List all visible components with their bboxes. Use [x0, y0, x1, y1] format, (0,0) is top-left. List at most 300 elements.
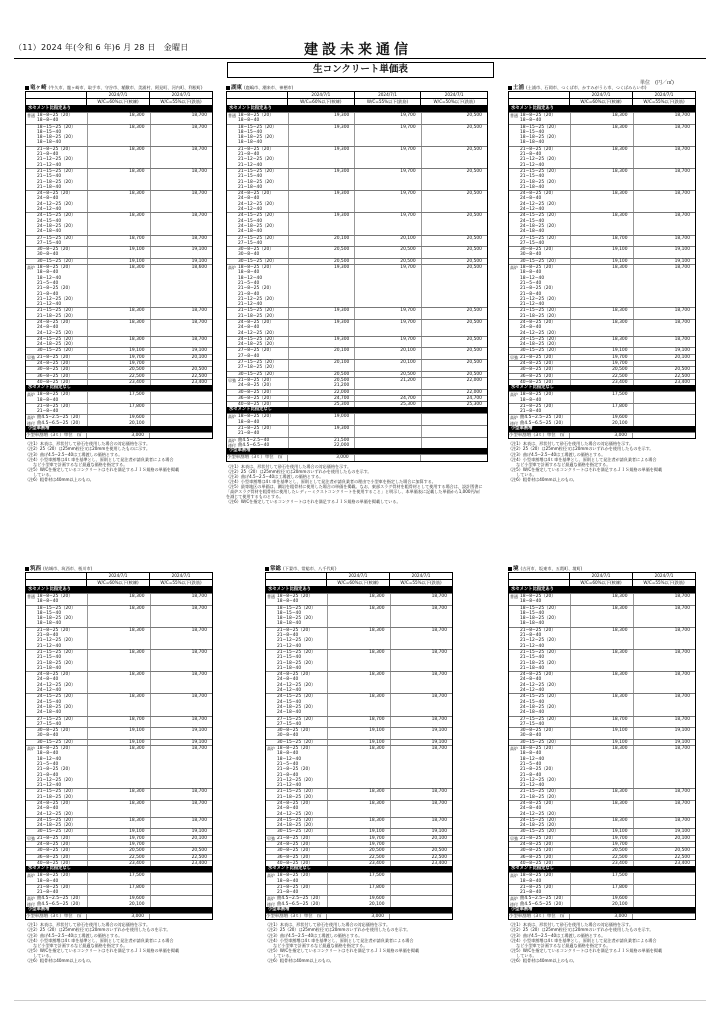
table-row	[26, 403, 212, 415]
mix-spec: 21−15−25（20） 21−15−40 21−18−25（20） 21−18−40	[37, 168, 76, 190]
price-cell: 18,700	[633, 818, 696, 829]
price-cell	[150, 404, 213, 415]
mix-spec: 24−15−25（20） 24−15−40 24−18−25（20） 24−18−40	[37, 213, 76, 235]
table-row	[26, 307, 212, 319]
footnote: （注4）小型車割増は4ｔ車を基準とし、原則として発注者が請負業者による場合	[265, 937, 414, 943]
price-cell: 18,700	[390, 628, 453, 649]
price-cell: 22,500	[390, 855, 453, 860]
price-cell: 18,300	[570, 650, 633, 671]
price-cell-blank	[149, 914, 212, 919]
mix-spec: 24−15−25（20） 24−18−25（20）	[520, 336, 559, 348]
cement-type	[509, 337, 520, 348]
price-cell: 20,500	[570, 367, 633, 372]
table-row	[509, 246, 695, 258]
mix-spec: 18−8−25（20） 18−8−40	[277, 594, 313, 605]
price-cell: 20,100	[288, 236, 354, 247]
price-cell: 22,500	[633, 855, 696, 860]
price-cell: 20,500	[421, 337, 487, 348]
price-cell: 18,300	[570, 265, 633, 307]
price-cell: 18,700	[150, 191, 213, 212]
price-cell: 17,800	[570, 885, 633, 896]
cement-type: 早強	[228, 377, 236, 383]
price-cell: 18,700	[150, 169, 213, 190]
mix-spec: 21−15−25（20） 21−15−40 21−18−25（20） 21−18−40	[520, 168, 559, 190]
price-cell: 20,500	[354, 372, 420, 377]
mix-spec: 30−8−25（20） 30−8−40	[238, 247, 274, 258]
square-bullet-icon	[25, 567, 29, 571]
price-cell: 25,300	[288, 402, 354, 407]
price-cell: 18,300	[327, 594, 390, 605]
mix-spec: 18−8−25（20） 18−8−40	[37, 594, 73, 605]
price-cell: 19,100	[633, 728, 696, 739]
mix-spec: 27−15−25（20） 27−15−40	[238, 235, 277, 246]
cement-type	[26, 337, 37, 348]
price-cell	[633, 392, 696, 403]
table-row	[227, 112, 487, 124]
section-header: 小型車割増	[26, 907, 212, 913]
price-cell: 19,100	[633, 829, 696, 834]
price-cell: 18,700	[633, 672, 696, 693]
cement-type: 普通	[267, 594, 275, 599]
wc-ratio-header: W/C=60%以下(軟練)	[569, 580, 632, 586]
price-cell: 18,300	[570, 672, 633, 693]
table-row	[509, 847, 695, 853]
table-row	[509, 307, 695, 319]
table-row	[227, 307, 487, 319]
mix-spec: 40−8−25（20）	[238, 402, 274, 408]
price-cell: 18,700	[633, 606, 696, 627]
cement-type	[26, 818, 37, 829]
price-cell: 19,000	[288, 414, 354, 425]
cement-type: 早強	[510, 835, 518, 841]
cement-type	[509, 818, 520, 829]
price-cell: 18,300	[87, 308, 150, 319]
price-cell: 19,700	[354, 191, 420, 212]
price-cell: 19,100	[150, 740, 213, 745]
footnotes	[25, 922, 213, 963]
cement-type: 高炉	[510, 392, 518, 398]
region-cities: (鹿嶋市、潮来市、神栖市)	[244, 85, 294, 90]
mix-spec: 30−8−25（20） 30−8−40	[37, 247, 73, 258]
region-panel-sakai	[508, 565, 696, 963]
date-header-blank	[509, 573, 569, 579]
cement-type: 高炉	[27, 265, 35, 271]
date-cell: 2024/7/1	[632, 573, 695, 579]
cement-type	[509, 740, 520, 745]
cement-type	[26, 628, 37, 649]
cement-type	[227, 247, 238, 258]
price-cell-blank	[354, 455, 421, 460]
price-cell: 20,500	[421, 308, 487, 319]
mix-spec: 30−8−25（20）	[37, 848, 73, 854]
small-truck-label: 小型車割増（3ｔ）単位 ㎥	[227, 455, 283, 461]
price-cell: 19,700	[87, 842, 150, 847]
region-panel-chikusei	[25, 565, 213, 963]
price-cell: 18,700	[390, 746, 453, 788]
cement-type	[266, 672, 277, 693]
price-cell: 22,500	[150, 855, 213, 860]
table-row	[509, 671, 695, 693]
table-row	[509, 605, 695, 627]
table-row	[26, 336, 212, 348]
price-cell: 18,300	[570, 694, 633, 715]
cement-type	[509, 885, 520, 896]
cement-type	[509, 728, 520, 739]
small-truck-price: 3,000	[569, 433, 632, 438]
table-row	[26, 745, 212, 788]
price-cell: 20,100	[633, 836, 696, 841]
small-truck-label: 小型車割増（3ｔ）単位 ㎥	[509, 914, 565, 920]
region-name	[265, 565, 453, 572]
price-cell: 17,500	[87, 392, 150, 403]
cement-type	[26, 320, 37, 336]
mix-spec: 曲4.5−2.5−25（20） 曲4.5−6.5−25（20）	[37, 415, 83, 426]
cement-type	[509, 213, 520, 234]
mix-spec: 24−8−25（20） 24−8−40 24−12−25（20） 24−12−40	[520, 672, 559, 694]
price-cell: 19,700	[354, 125, 420, 146]
date-cell: 2024/7/1	[389, 573, 452, 579]
cement-type	[227, 360, 238, 371]
mix-spec: 24−8−25（20） 24−8−40 24−12−25（20） 24−12−40	[37, 191, 76, 213]
footnote: （注1）本表は、形状付して砂石を使用した場合の対応価格を示す。	[508, 441, 634, 447]
price-cell: 18,700	[390, 789, 453, 800]
price-cell: 19,100	[390, 829, 453, 834]
mix-spec: 24−8−25（20）	[277, 842, 313, 848]
footnote: （注4）小型車割増は4ｔ車を基準とし、原則として発注者が請負業者による場合	[508, 456, 657, 462]
price-cell: 18,700	[87, 717, 150, 728]
price-cell	[633, 896, 696, 907]
mix-spec: 曲4.5−2.5−25（20） 曲4.5−6.5−25（20）	[277, 896, 323, 907]
table-row	[266, 739, 452, 745]
mix-spec: 24−8−25（20）	[37, 842, 73, 848]
date-cell: 2024/7/1	[632, 92, 695, 98]
cement-type	[266, 842, 277, 847]
table-row	[26, 817, 212, 829]
price-cell: 20,500	[354, 247, 420, 258]
mix-spec: 21−15−25（20） 21−18−25（20）	[520, 308, 559, 319]
table-row	[509, 168, 695, 190]
price-cell: 18,300	[327, 650, 390, 671]
footnote: （注2）25（20）は25mm粒径又は20mmのいずれかを使用したものを示す。	[508, 446, 654, 452]
price-cell: 19,100	[150, 348, 213, 353]
price-cell	[421, 414, 487, 425]
price-cell	[390, 873, 453, 884]
footnote: （注3）曲げ4.5−2.5−40は工場渡しの価格とする。	[25, 932, 123, 938]
cement-type	[26, 361, 37, 366]
price-cell: 18,600	[150, 265, 213, 307]
section-header: 水セメント比指定あり	[509, 106, 695, 112]
price-cell: 19,300	[288, 191, 354, 212]
date-cell: 2024/7/1	[86, 92, 149, 98]
footnote: している。	[25, 471, 54, 477]
price-cell	[354, 426, 420, 437]
date-cell: 2024/7/1	[569, 573, 632, 579]
mix-spec: 24−8−25（20） 24−8−40 24−12−25（20）	[37, 319, 76, 336]
price-cell: 24,700	[288, 396, 354, 401]
cement-type	[227, 308, 238, 319]
cement-type	[227, 337, 238, 348]
cement-type	[26, 728, 37, 739]
price-cell: 25,300	[354, 402, 420, 407]
mix-spec: 18−8−25（20） 18−8−40 18−12−40 21−5−40 21−8−25（20） 21−8−40 21−12−25（20） 21−12−40	[520, 746, 559, 789]
price-cell: 19,100	[87, 829, 150, 834]
price-cell: 18,700	[150, 818, 213, 829]
cement-type	[266, 606, 277, 627]
price-cell: 18,700	[633, 717, 696, 728]
date-header-row	[26, 92, 212, 99]
price-cell	[390, 885, 453, 896]
cement-type: 普通	[228, 113, 236, 118]
mix-spec: 21−15−25（20） 21−15−40 21−18−25（20） 21−18−40	[37, 649, 76, 671]
footnote: （注3）曲げ4.5−2.5−40は工場渡しの価格とする。	[265, 932, 363, 938]
mix-spec: 18−8−25（20） 18−8−40	[37, 873, 73, 884]
price-cell: 18,300	[87, 628, 150, 649]
cement-type	[227, 191, 238, 212]
footnote: （注2）25（20）は25mm粒径又は20mmのいずれかを使用したものを示す。	[265, 927, 411, 933]
price-cell: 18,700	[150, 650, 213, 671]
table-row	[227, 371, 487, 377]
column-header-row	[26, 580, 212, 587]
mix-spec: 21−15−25（20） 21−18−25（20）	[37, 308, 76, 319]
cement-type	[509, 842, 520, 847]
price-cell: 23,400	[633, 380, 696, 385]
wc-ratio-header: W/C=50%以下(鉄筋)	[420, 99, 487, 105]
small-truck-label: 小型車割増（3ｔ）単位 ㎥	[509, 433, 565, 439]
table-row	[509, 373, 695, 379]
footnote: （注4）小型車割増は4ｔ車を基準とし、原則として発注者が請負業者による場合	[25, 937, 174, 943]
date-header-blank	[227, 92, 287, 98]
footnotes	[265, 922, 453, 963]
table-row	[509, 212, 695, 234]
price-cell: 19,100	[150, 829, 213, 834]
table-row	[509, 391, 695, 403]
table-row	[26, 264, 212, 307]
table-row	[26, 246, 212, 258]
price-cell: 19,700	[87, 836, 150, 841]
table-row	[266, 884, 452, 896]
region-cities: (牛久市、龍ヶ崎市、取手市、守谷市、稲敷市、美浦村、阿見町、河内町、利根町)	[48, 85, 203, 90]
mix-spec: 30−15−25（20）	[277, 829, 316, 835]
cement-type	[227, 259, 238, 264]
table-row	[509, 336, 695, 348]
mix-spec: 18−15−25（20） 18−15−40 18−18−25（20） 18−18−40	[37, 124, 76, 146]
cement-type	[509, 320, 520, 336]
price-cell: 18,300	[570, 337, 633, 348]
mix-spec: 21−15−25（20） 21−18−25（20）	[37, 789, 76, 800]
table-row	[227, 336, 487, 348]
cement-type	[266, 848, 277, 853]
cement-type	[509, 361, 520, 366]
price-cell: 20,500 21,200	[288, 378, 354, 389]
mix-spec: 18−8−25（20） 18−8−40	[520, 594, 556, 605]
price-cell: 20,500	[87, 367, 150, 372]
price-cell: 18,700	[633, 789, 696, 800]
table-row	[509, 739, 695, 745]
wc-ratio-header: W/C=55%以下(鉄筋)	[149, 580, 212, 586]
cement-type	[509, 650, 520, 671]
column-header-blank	[509, 580, 569, 586]
cement-type: 高炉	[27, 873, 35, 879]
table-row	[266, 895, 452, 907]
price-cell: 19,700	[354, 320, 420, 336]
footnote: （注1）本表は、形状付して砂石を使用した場合の対応価格を示す。	[508, 922, 634, 928]
mix-spec: 21−8−25（20） 21−8−40 21−12−25（20） 21−12−40	[238, 146, 277, 168]
price-cell: 18,300	[87, 594, 150, 605]
mix-spec: 21−8−25（20）	[277, 835, 313, 841]
price-cell: 18,700	[390, 650, 453, 671]
table-row	[26, 727, 212, 739]
table-row	[26, 895, 212, 907]
table-row	[26, 347, 212, 353]
mix-spec: 21−8−25（20）	[37, 354, 73, 360]
table-row	[509, 414, 695, 426]
cement-type	[227, 236, 238, 247]
section-header: 小型車割増	[26, 426, 212, 432]
price-cell: 20,500	[633, 367, 696, 372]
price-cell: 19,300	[288, 265, 354, 307]
cement-type	[227, 147, 238, 168]
mix-spec: 30−8−25（20） 30−8−40	[277, 728, 313, 739]
column-header-row	[266, 580, 452, 587]
price-cell: 19,700	[87, 355, 150, 360]
cement-type: 高炉 徳付	[510, 896, 518, 907]
small-truck-price: 3,000	[86, 433, 149, 438]
cement-type	[509, 848, 520, 853]
price-table	[226, 91, 488, 462]
footnote: （注5）W/Cを指定しているコンクリートはそれを満足するＪＩＳ規格の単価を掲載	[25, 466, 180, 472]
price-cell: 18,700	[633, 125, 696, 146]
footnote: （注2）25（20）は25mm粒径又は20mmのいずれかを使用したものを示す。	[226, 468, 372, 474]
cement-type	[509, 801, 520, 817]
table-row	[227, 124, 487, 146]
price-cell	[421, 438, 487, 449]
table-row	[266, 671, 452, 693]
price-cell: 18,300	[327, 746, 390, 788]
column-header-blank	[227, 99, 287, 105]
mix-spec: 21−8−25（20） 21−8−40 21−12−25（20） 21−12−40	[37, 146, 76, 168]
price-cell: 19,100	[633, 259, 696, 264]
price-cell: 18,300	[87, 191, 150, 212]
wc-ratio-header: W/C=55%以下(鉄筋)	[149, 99, 212, 105]
price-cell: 19,700	[354, 337, 420, 348]
price-cell: 20,500	[421, 169, 487, 190]
mix-spec: 18−15−25（20） 18−15−40 18−18−25（20） 18−18−40	[238, 124, 277, 146]
cement-type	[509, 259, 520, 264]
price-cell	[354, 438, 420, 449]
mix-spec: 24−15−25（20） 24−15−40 24−18−25（20） 24−18−40	[238, 213, 277, 235]
cement-type	[266, 885, 277, 896]
mix-spec: 27−15−25（20） 27−15−40	[520, 235, 559, 246]
mix-spec: 27−15−25（20） 27−15−40	[37, 716, 76, 727]
mix-spec: 18−8−25（20） 18−8−40 18−12−40 21−5−40 21−8−25（20） 21−8−40 21−12−25（20） 21−12−40	[520, 265, 559, 308]
mix-spec: 30−8−25（20） 30−8−40	[520, 247, 556, 258]
price-cell	[421, 426, 487, 437]
price-cell: 18,300	[87, 789, 150, 800]
price-cell: 18,700	[390, 594, 453, 605]
mix-spec: 24−8−25（20）	[520, 361, 556, 367]
cement-type	[26, 717, 37, 728]
footnote: （注6）W/Cを指定しているコンクリートはそれを満足するＪＩＳ規格の単価を掲載している。	[226, 499, 401, 505]
small-truck-label: 小型車割増（3ｔ）単位 ㎥	[266, 914, 322, 920]
column-header-blank	[509, 99, 569, 105]
date-cell: 2024/7/1	[149, 573, 212, 579]
price-cell: 18,300	[570, 801, 633, 817]
footnote: （注3）曲げ4.5−2.5−40は工場渡しの価格とする。	[508, 932, 606, 938]
price-cell: 19,100	[87, 348, 150, 353]
price-cell: 20,100	[150, 836, 213, 841]
table-row	[509, 627, 695, 649]
column-header-blank	[266, 580, 326, 586]
price-cell: 20,500	[421, 265, 487, 307]
mix-spec: 24−8−25（20）	[520, 842, 556, 848]
table-row	[266, 835, 452, 841]
cement-type: 早強	[27, 835, 35, 841]
mix-spec: 18−8−25（20） 18−8−40 18−12−40 21−5−40 21−8−25（20） 21−8−40 21−12−25（20） 21−12−40	[238, 265, 277, 308]
date-cell: 2024/7/1	[326, 573, 389, 579]
mix-spec: 18−15−25（20） 18−15−40 18−18−25（20） 18−18−40	[520, 124, 559, 146]
price-cell: 25,300	[421, 402, 487, 407]
mix-spec: 40−8−25（20）	[277, 860, 313, 866]
cement-type	[266, 694, 277, 715]
mix-spec: 21−15−25（20） 21−18−25（20）	[238, 308, 277, 319]
table-row	[509, 354, 695, 360]
mix-spec: 40−8−25（20）	[520, 860, 556, 866]
table-row	[266, 693, 452, 715]
price-cell: 18,300	[570, 320, 633, 336]
price-cell: 19,100	[570, 247, 633, 258]
cement-type	[509, 367, 520, 372]
footnote: （注6）粗骨材は40mm以上のもの。	[265, 957, 334, 963]
price-cell	[150, 392, 213, 403]
mix-spec: 21−8−25（20）	[37, 835, 73, 841]
price-cell: 19,100	[327, 740, 390, 745]
table-row	[509, 124, 695, 146]
date-header-row	[266, 573, 452, 580]
section-header: 小型車割増	[509, 907, 695, 913]
cement-type	[227, 390, 238, 395]
price-cell: 18,700	[150, 594, 213, 605]
price-cell: 20,500	[421, 320, 487, 336]
table-row	[509, 884, 695, 896]
mix-spec: 30−8−25（20）	[37, 367, 73, 373]
price-cell: 17,500	[570, 873, 633, 884]
price-cell: 18,700	[150, 801, 213, 817]
price-cell: 18,700	[570, 717, 633, 728]
table-row	[26, 854, 212, 860]
table-row	[26, 847, 212, 853]
date-cell: 2024/7/1	[86, 573, 149, 579]
price-cell: 18,300	[327, 694, 390, 715]
wc-ratio-header: W/C=60%以下(軟練)	[86, 580, 149, 586]
price-cell: 19,100	[150, 728, 213, 739]
mix-spec: 30−15−25（20）	[37, 258, 76, 264]
table-row	[227, 190, 487, 212]
column-header-row	[26, 99, 212, 106]
cement-type	[266, 650, 277, 671]
price-cell	[150, 361, 213, 366]
price-cell: 19,100	[87, 728, 150, 739]
mix-spec: 27−15−25（20） 27−15−40	[520, 716, 559, 727]
table-row	[26, 112, 212, 124]
cement-type	[26, 885, 37, 896]
cement-type	[227, 169, 238, 190]
price-cell: 18,700	[150, 746, 213, 788]
region-cities: (土浦市、石岡市、つくば市、かすみがうら市、つくばみらい市)	[526, 85, 647, 90]
mix-spec: 30−15−25（20）	[37, 348, 76, 354]
price-cell: 18,300	[570, 147, 633, 168]
price-cell: 18,300	[327, 789, 390, 800]
cement-type	[26, 606, 37, 627]
